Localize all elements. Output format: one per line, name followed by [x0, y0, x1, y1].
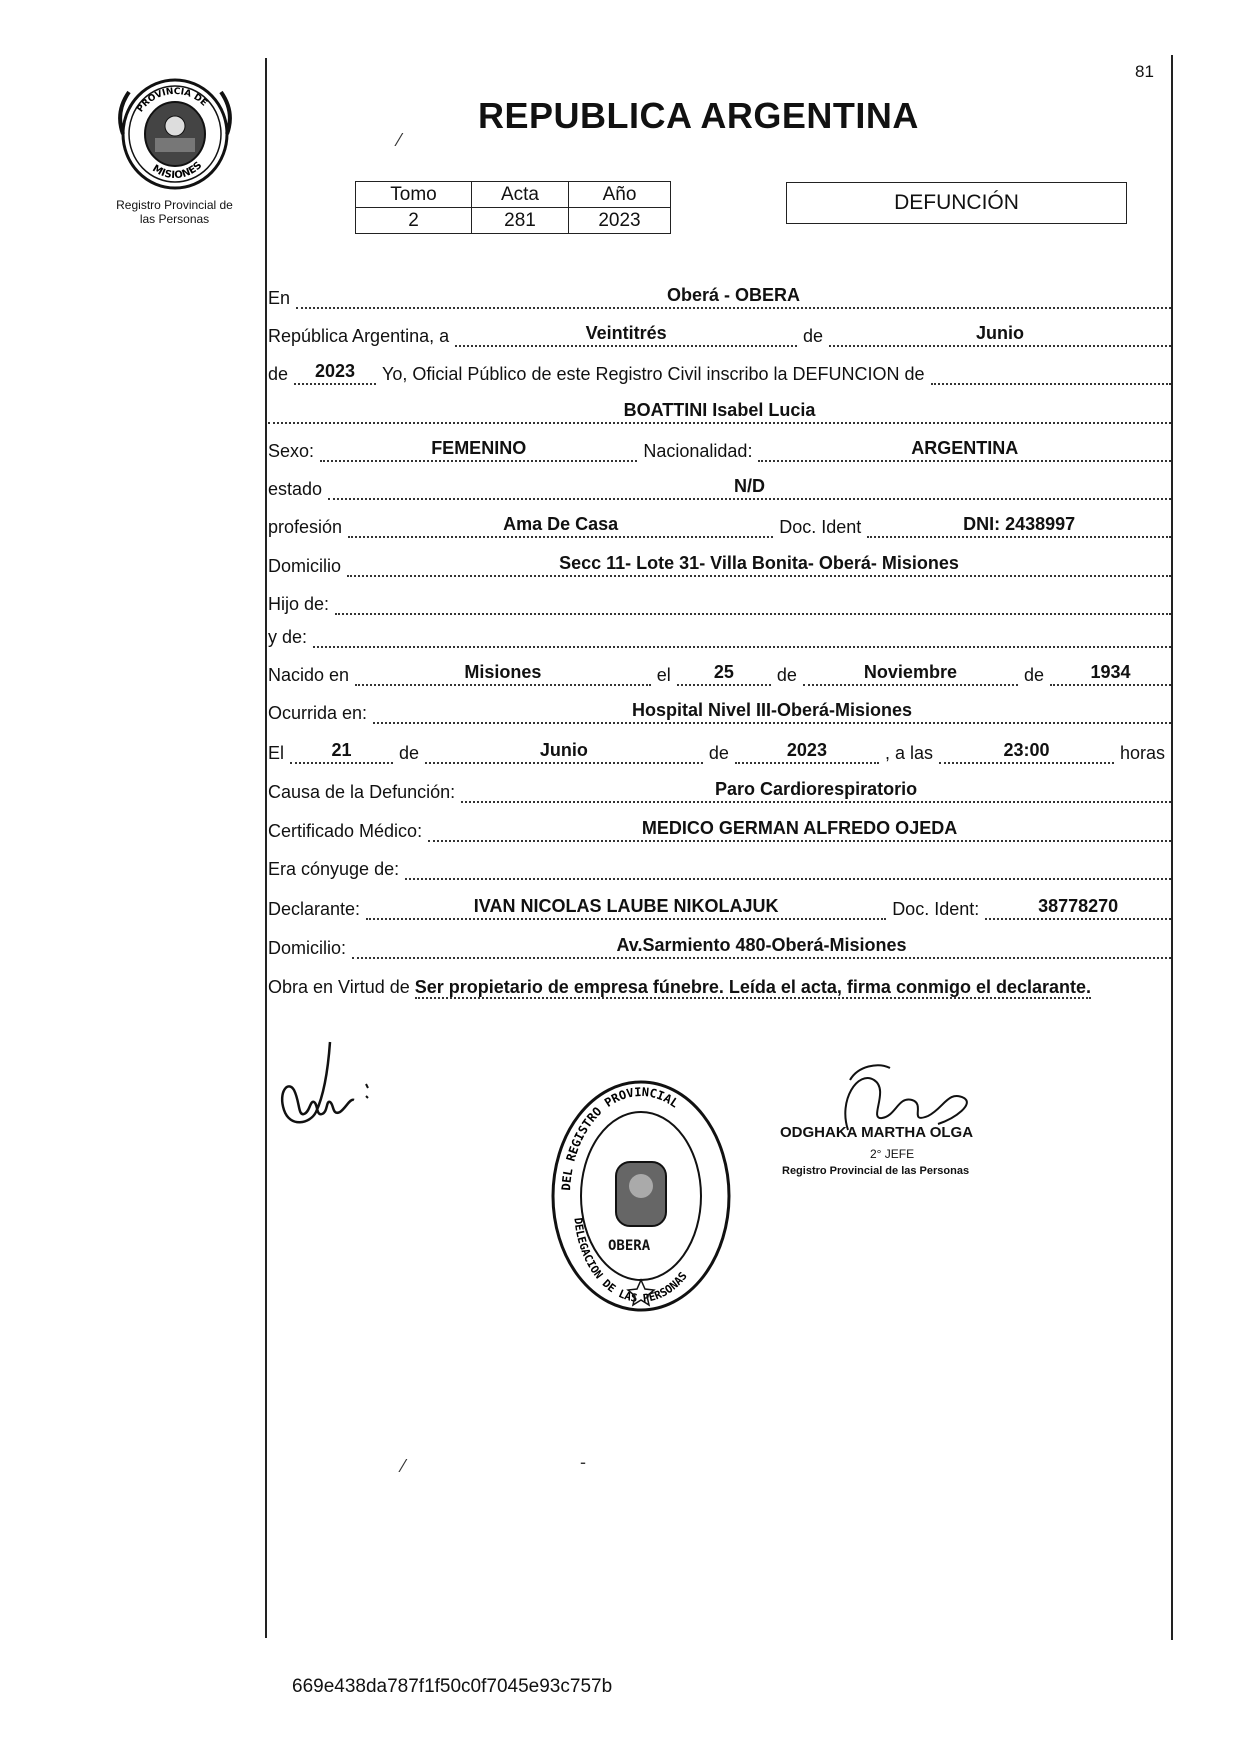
emblem-top-text: PROVINCIA DE — [135, 86, 209, 115]
row-sex-nationality — [268, 434, 1171, 462]
el-label: el — [656, 665, 671, 685]
certificado-value: MEDICO GERMAN ALFREDO OJEDA — [428, 818, 1171, 842]
emblem-bottom-text: MISIONES — [150, 159, 205, 182]
place-value: Oberá - OBERA — [296, 285, 1171, 309]
row-cause — [268, 775, 1171, 803]
row-domicile — [268, 549, 1171, 577]
seal-city: OBERA — [608, 1238, 651, 1254]
row-profession — [268, 510, 1171, 538]
month-value: Junio — [829, 323, 1171, 347]
profesion-value: Ama De Casa — [348, 514, 773, 538]
row-declarant-domicile — [268, 931, 1171, 959]
anio-header: Año — [569, 182, 671, 208]
province-emblem-logo — [115, 72, 235, 192]
acta-header: Acta — [472, 182, 569, 208]
de-death-year-label: de — [708, 743, 729, 763]
death-time-value: 23:00 — [939, 740, 1114, 764]
official-name: ODGHAKA MARTHA OLGA — [780, 1124, 974, 1141]
row-father — [268, 587, 1171, 615]
en-label: En — [268, 288, 291, 308]
doc-ident-label: Doc. Ident — [779, 517, 862, 537]
ocurrida-value: Hospital Nivel III-Oberá-Misiones — [373, 700, 1171, 724]
birth-month-value: Noviembre — [803, 662, 1018, 686]
deceased-name-value: BOATTINI Isabel Lucia — [268, 400, 1171, 424]
nacionalidad-value: ARGENTINA — [758, 438, 1171, 462]
statement-tail — [931, 382, 1171, 385]
document-title: REPUBLICA ARGENTINA — [478, 95, 919, 136]
declarante-value: IVAN NICOLAS LAUBE NIKOLAJUK — [366, 896, 886, 920]
hijo-value — [335, 612, 1171, 615]
conyuge-label: Era cónyuge de: — [268, 859, 400, 879]
left-margin-line — [265, 58, 267, 1638]
tomo-value: 2 — [356, 208, 472, 234]
causa-label: Causa de la Defunción: — [268, 782, 456, 802]
yde-label: y de: — [268, 627, 308, 647]
row-occurred — [268, 696, 1171, 724]
nacido-value: Misiones — [355, 662, 651, 686]
estado-value: N/D — [328, 476, 1171, 500]
declarant-domicilio-value: Av.Sarmiento 480-Oberá-Misiones — [352, 935, 1171, 959]
seal-bottom-text: DELEGACION DE LAS PERSONAS — [571, 1217, 690, 1306]
official-signature — [778, 1060, 998, 1180]
estado-label: estado — [268, 479, 323, 499]
stray-mark: ⁄ — [398, 130, 402, 150]
row-grounds — [268, 972, 1171, 1002]
document-hash: 669e438da787f1f50c0f7045e93c757b — [292, 1676, 613, 1697]
org-name-line2: las Personas — [139, 212, 210, 226]
nacido-label: Nacido en — [268, 665, 350, 685]
reference-header-row — [356, 182, 671, 208]
acta-value: 281 — [472, 208, 569, 234]
de-label: de — [803, 326, 824, 346]
republica-label: República Argentina, a — [268, 326, 450, 346]
obra-value: Ser propietario de empresa fúnebre. Leída el acta, firma conmigo el declarante. — [414, 977, 1092, 997]
doc-ident-value: DNI: 2438997 — [867, 514, 1171, 538]
hijo-label: Hijo de: — [268, 594, 330, 614]
causa-value: Paro Cardiorespiratorio — [461, 779, 1171, 803]
declarant-doc-label: Doc. Ident: — [892, 899, 980, 919]
official-organization: Registro Provincial de las Personas — [782, 1165, 970, 1177]
row-deceased-name — [268, 396, 1171, 424]
row-death-date — [268, 736, 1171, 764]
de-death-month-label: de — [398, 743, 419, 763]
domicilio-label: Domicilio — [268, 556, 342, 576]
page-number: 81 — [1135, 62, 1154, 81]
sexo-label: Sexo: — [268, 441, 315, 461]
row-declarant — [268, 892, 1171, 920]
row-mother — [268, 620, 1171, 648]
stray-mark: ⁄ — [402, 1456, 406, 1476]
statement-text: Yo, Oficial Público de este Registro Civil inscribo la DEFUNCION de — [382, 364, 925, 384]
profesion-label: profesión — [268, 517, 343, 537]
row-civil-status — [268, 472, 1171, 500]
de-birth-month-label: de — [776, 665, 797, 685]
birth-year-value: 1934 — [1050, 662, 1171, 686]
year-value: 2023 — [294, 361, 376, 385]
a-las-label: , a las — [884, 743, 934, 763]
declarant-doc-value: 38778270 — [985, 896, 1171, 920]
document-type-box: DEFUNCIÓN — [786, 182, 1127, 224]
row-spouse — [268, 852, 1171, 880]
sexo-value: FEMENINO — [320, 438, 637, 462]
tomo-header: Tomo — [356, 182, 472, 208]
seal-top-text: DEL REGISTRO PROVINCIAL — [559, 1084, 682, 1191]
record-reference-table — [355, 181, 671, 234]
death-month-value: Junio — [425, 740, 703, 764]
horas-label: horas — [1119, 743, 1166, 763]
row-birth — [268, 658, 1171, 686]
nacionalidad-label: Nacionalidad: — [643, 441, 753, 461]
issuing-organization — [92, 198, 257, 226]
row-year-statement — [268, 357, 1171, 385]
de-year-label: de — [268, 364, 289, 384]
anio-value: 2023 — [569, 208, 671, 234]
death-day-value: 21 — [290, 740, 393, 764]
ocurrida-label: Ocurrida en: — [268, 703, 368, 723]
reference-value-row — [356, 208, 671, 234]
day-words-value: Veintitrés — [455, 323, 797, 347]
conyuge-value — [405, 877, 1171, 880]
right-margin-line — [1171, 55, 1173, 1640]
row-place — [268, 281, 1171, 309]
org-name-line1: Registro Provincial de — [116, 198, 233, 212]
domicilio-value: Secc 11- Lote 31- Villa Bonita- Oberá- Misiones — [347, 553, 1171, 577]
declarant-domicilio-label: Domicilio: — [268, 938, 347, 958]
official-role: 2° JEFE — [870, 1147, 915, 1161]
death-year-value: 2023 — [735, 740, 879, 764]
de-birth-year-label: de — [1023, 665, 1045, 685]
row-date — [268, 319, 1171, 347]
el-death-label: El — [268, 743, 285, 763]
birth-day-value: 25 — [677, 662, 771, 686]
row-certificate — [268, 814, 1171, 842]
stray-mark: - — [580, 1452, 586, 1472]
registry-seal-stamp — [548, 1078, 734, 1314]
declarant-signature — [270, 1040, 390, 1130]
yde-value — [313, 645, 1171, 648]
certificado-label: Certificado Médico: — [268, 821, 423, 841]
declarante-label: Declarante: — [268, 899, 361, 919]
obra-label: Obra en Virtud de — [268, 977, 410, 997]
